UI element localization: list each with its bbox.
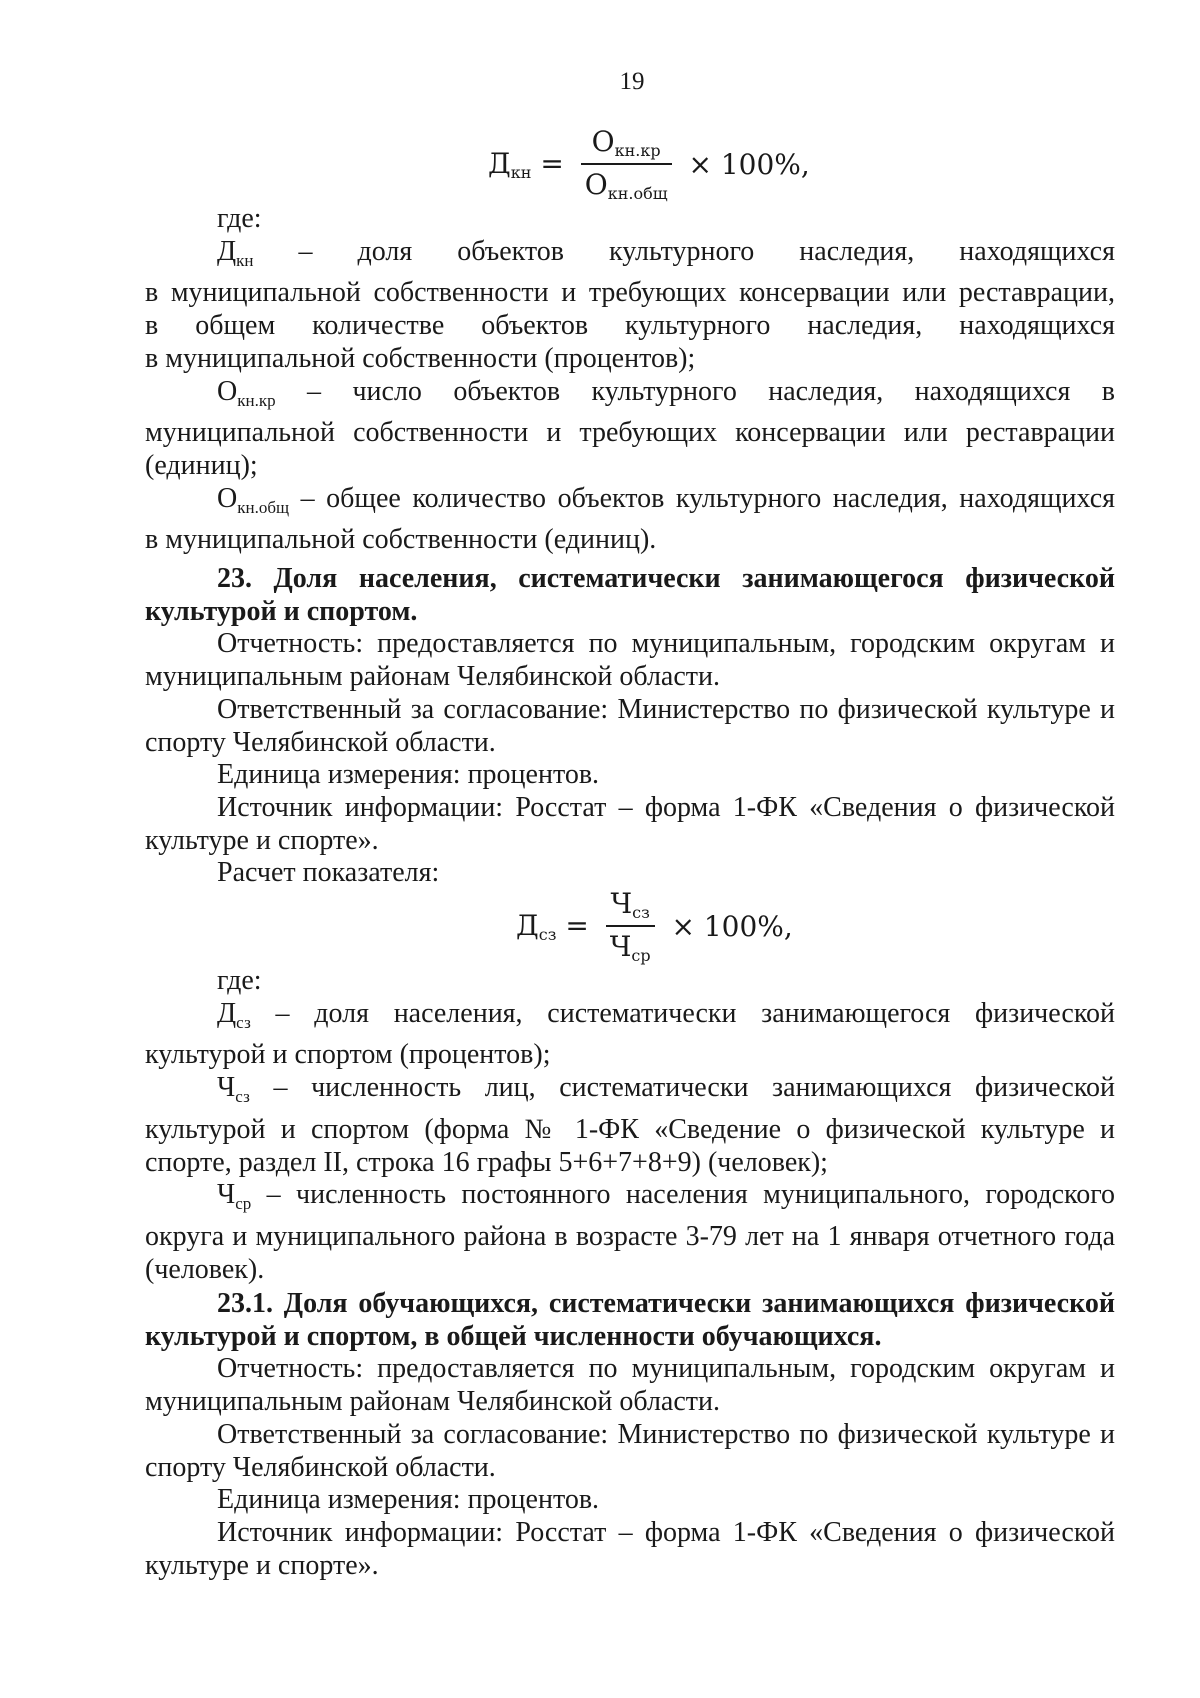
- def-ch-sz-line3: спорте, раздел II, строка 16 графы 5+6+7+8+9) (человек);: [145, 1146, 828, 1178]
- calc-label: Расчет показателя:: [217, 857, 440, 889]
- formula-lhs: Д: [516, 908, 539, 942]
- def-text: – численность постоянного населения муниципального, городского: [251, 1179, 1115, 1211]
- report-line1: Отчетность: предоставляется по муниципальным, городским округам и: [217, 628, 1115, 660]
- report-line1: Отчетность: предоставляется по муниципальным, городским округам и: [217, 1353, 1115, 1385]
- formula-lhs-sub: кн: [510, 162, 532, 182]
- formula-fraction: [606, 887, 655, 965]
- def-ch-sz-line1: [145, 1072, 1115, 1114]
- section-23-1-heading-line2: культурой и спортом, в общей численности обучающихся.: [145, 1320, 882, 1352]
- def-ch-sz-line2: культурой и спортом (форма № 1-ФК «Сведение о физической культуре и: [145, 1113, 1115, 1145]
- def-o-kr-line3: (единиц);: [145, 449, 258, 481]
- where-label: где:: [217, 203, 262, 234]
- def-text: – число объектов культурного наследия, находящихся в: [275, 375, 1115, 407]
- symbol-sub: ср: [235, 1194, 252, 1214]
- def-o-kr-line1: [145, 376, 1115, 418]
- symbol-o: О: [217, 375, 238, 407]
- formula-numerator-sub: сз: [632, 903, 650, 922]
- section-23-definitions: [145, 965, 1115, 1286]
- section-23-1: [145, 1288, 1115, 1582]
- symbol-d: Д: [217, 997, 237, 1029]
- symbol-sub: сз: [236, 1012, 251, 1032]
- symbol-sub: кн.общ: [237, 497, 290, 517]
- formula-denominator: О: [584, 168, 608, 201]
- symbol-sub: кн.кр: [237, 390, 276, 410]
- def-d-kn-line4: в муниципальной собственности (процентов);: [145, 342, 696, 374]
- def-text: – общее количество объектов культурного наследия, находящихся: [289, 482, 1115, 514]
- where-label: где:: [217, 965, 262, 996]
- source-line1: Источник информации: Росстат – форма 1-ФК «Сведения о физической: [217, 1516, 1115, 1548]
- formula-numerator: Ч: [610, 887, 633, 920]
- unit-line: Единица измерения: процентов.: [217, 759, 600, 791]
- def-ch-sr-line3: (человек).: [145, 1253, 265, 1285]
- section-23-heading-line1: 23. Доля населения, систематически занимающегося физической: [217, 563, 1115, 594]
- def-ch-sr-line2: округа и муниципального района в возрасте 3-79 лет на 1 января отчетного года: [145, 1220, 1115, 1252]
- symbol-ch: Ч: [217, 1179, 236, 1211]
- def-ch-sr-line1: [145, 1179, 1115, 1221]
- formula-fraction: [581, 125, 672, 203]
- formula-tail: × 100%,: [671, 909, 793, 943]
- formula-numerator-sub: кн.кр: [614, 141, 661, 160]
- formula-lhs-sub: сз: [538, 924, 557, 944]
- def-d-kn-line2: в муниципальной собственности и требующих консервации или реставрации,: [145, 277, 1115, 309]
- source-line2: культуре и спорте».: [145, 1549, 379, 1581]
- def-d-sz-line1: [145, 998, 1115, 1040]
- page-number: 19: [619, 68, 645, 95]
- section-22-definitions: [145, 203, 1115, 557]
- report-line2: муниципальным районам Челябинской области.: [145, 661, 720, 693]
- def-d-sz-line2: культурой и спортом (процентов);: [145, 1039, 551, 1071]
- formula-physical-culture: Дсз = $\frac{\text{Чсз}}{\text{Чср}}$ × 100%,: [516, 887, 793, 965]
- def-o-kr-line2: муниципальной собственности и требующих консервации или реставрации: [145, 417, 1115, 449]
- report-line2: муниципальным районам Челябинской области.: [145, 1386, 720, 1418]
- formula-denominator: Ч: [609, 930, 632, 963]
- def-text: – численность лиц, систематически занимающихся физической: [249, 1072, 1115, 1104]
- def-text: – доля объектов культурного наследия, находящихся: [253, 235, 1115, 267]
- formula-lhs: Д: [488, 146, 511, 180]
- symbol-sub: сз: [235, 1087, 250, 1107]
- formula-denominator-sub: ср: [631, 946, 651, 965]
- symbol-sub: кн: [236, 250, 254, 270]
- formula-cultural-heritage: Дкн = $\frac{\text{Окн.кр}}{\text{Окн.общ}}$ × 100%,: [488, 125, 810, 203]
- unit-line: Единица измерения: процентов.: [217, 1484, 600, 1516]
- source-line2: культуре и спорте».: [145, 824, 379, 856]
- def-d-kn-line3: в общем количестве объектов культурного наследия, находящихся: [145, 310, 1115, 342]
- symbol-ch: Ч: [217, 1072, 236, 1104]
- responsible-line1: Ответственный за согласование: Министерство по физической культуре и: [217, 1418, 1115, 1450]
- section-23-heading-line2: культурой и спортом.: [145, 595, 418, 627]
- formula-numerator: О: [591, 125, 615, 158]
- def-text: – доля населения, систематически занимающегося физической: [250, 997, 1115, 1029]
- def-o-obsh-line1: [145, 483, 1115, 525]
- def-d-kn-line1: [145, 236, 1115, 278]
- symbol-o: О: [217, 482, 238, 514]
- section-23-1-heading-line1: 23.1. Доля обучающихся, систематически занимающихся физической: [217, 1288, 1115, 1319]
- responsible-line2: спорту Челябинской области.: [145, 1451, 496, 1483]
- source-line1: Источник информации: Росстат – форма 1-ФК «Сведения о физической: [217, 791, 1115, 823]
- symbol-d: Д: [217, 235, 237, 267]
- section-23: [145, 563, 1115, 890]
- def-o-obsh-line2: в муниципальной собственности (единиц).: [145, 524, 657, 556]
- formula-denominator-sub: кн.общ: [607, 184, 668, 203]
- responsible-line1: Ответственный за согласование: Министерство по физической культуре и: [217, 693, 1115, 725]
- formula-tail: × 100%,: [688, 147, 810, 181]
- responsible-line2: спорту Челябинской области.: [145, 726, 496, 758]
